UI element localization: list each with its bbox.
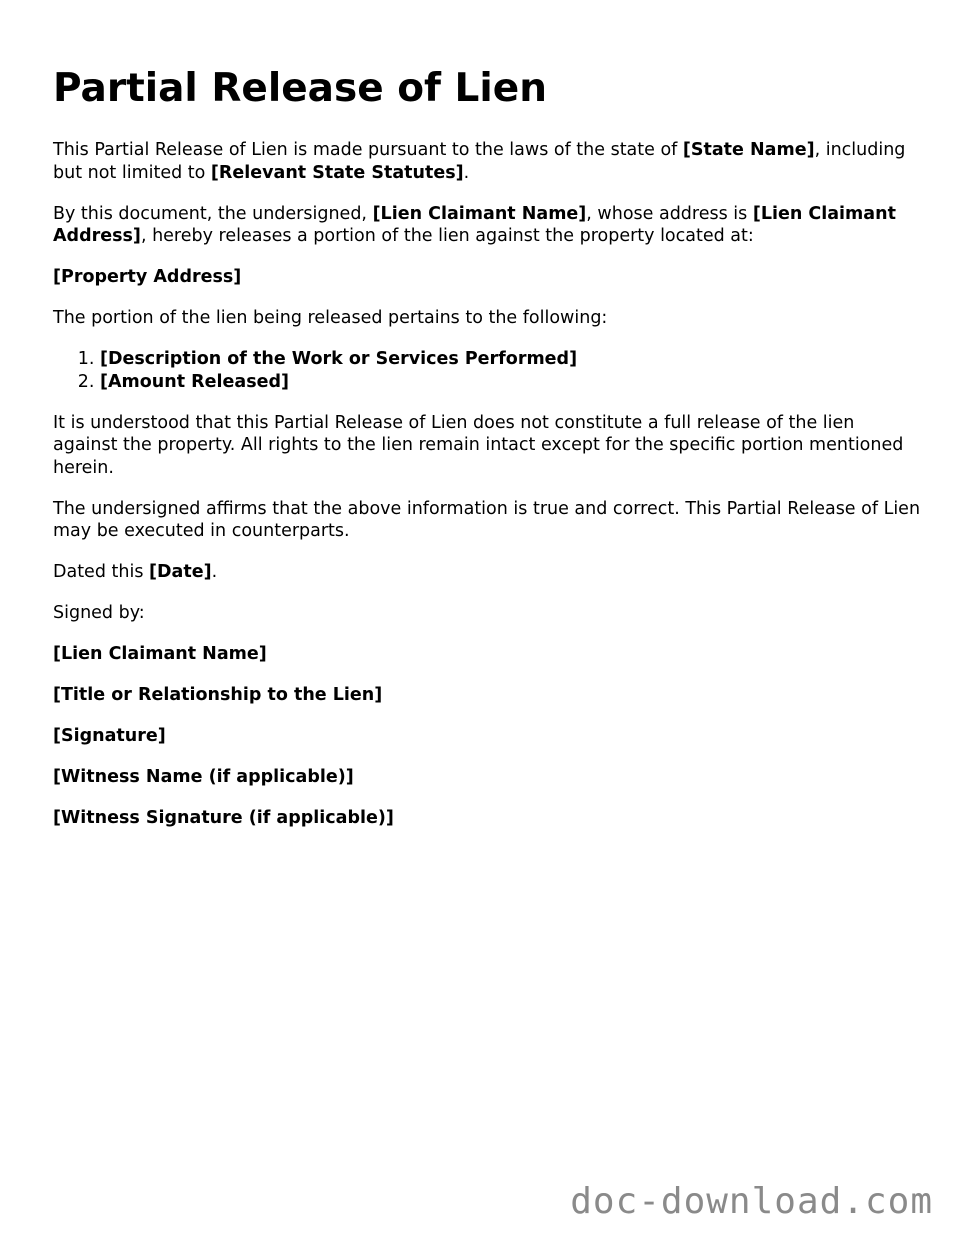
text-segment: , including but not limited to (53, 140, 906, 183)
text-segment: . (463, 162, 470, 183)
paragraph-release-statement (53, 203, 923, 248)
text-segment: Dated this (53, 562, 149, 582)
watermark: doc-download.com (570, 1181, 933, 1222)
signature-title: [Title or Relationship to the Lien] (53, 685, 383, 705)
claimant-address-placeholder: [Lien Claimant Address] (53, 203, 896, 246)
claimant-name-placeholder: [Lien Claimant Name] (372, 203, 587, 224)
text-segment: This Partial Release of Lien is made pursuant to the laws of the state of (53, 140, 683, 160)
state-name-placeholder: [State Name] (682, 140, 815, 160)
text-segment: , whose address is (586, 203, 753, 224)
signature-claimant-name: [Lien Claimant Name] (53, 644, 267, 664)
list-item (100, 371, 923, 394)
text-segment: , hereby releases a portion of the lien against the property located at: (140, 226, 754, 246)
document-title: Partial Release of Lien (53, 66, 547, 111)
date-placeholder: [Date] (149, 562, 212, 582)
amount-released-placeholder: [Amount Released] (100, 371, 290, 392)
paragraph-portion-intro: The portion of the lien being released pertains to the following: (53, 308, 608, 328)
list-item (100, 348, 923, 371)
witness-name: [Witness Name (if applicable)] (53, 767, 354, 787)
paragraph-dated (53, 561, 923, 584)
work-description-placeholder: [Description of the Work or Services Performed] (100, 349, 578, 369)
paragraph-governing-law (53, 139, 923, 184)
signed-by-label: Signed by: (53, 603, 145, 623)
paragraph-affirms: The undersigned affirms that the above information is true and correct. This Partial Release of Lien may be executed in counterparts. (53, 498, 921, 541)
statutes-placeholder: [Relevant State Statutes] (210, 162, 464, 183)
witness-signature: [Witness Signature (if applicable)] (53, 808, 394, 828)
property-address-placeholder: [Property Address] (53, 267, 242, 287)
portion-list (53, 348, 923, 393)
text-segment: . (211, 562, 218, 582)
text-segment: By this document, the undersigned, (53, 203, 373, 224)
document-page (53, 64, 923, 848)
paragraph-understood: It is understood that this Partial Release of Lien does not constitute a full release of the lien against the property. All rights to the lien remain intact except for the specific portion mentioned herein. (53, 412, 904, 478)
signature-line: [Signature] (53, 726, 166, 746)
